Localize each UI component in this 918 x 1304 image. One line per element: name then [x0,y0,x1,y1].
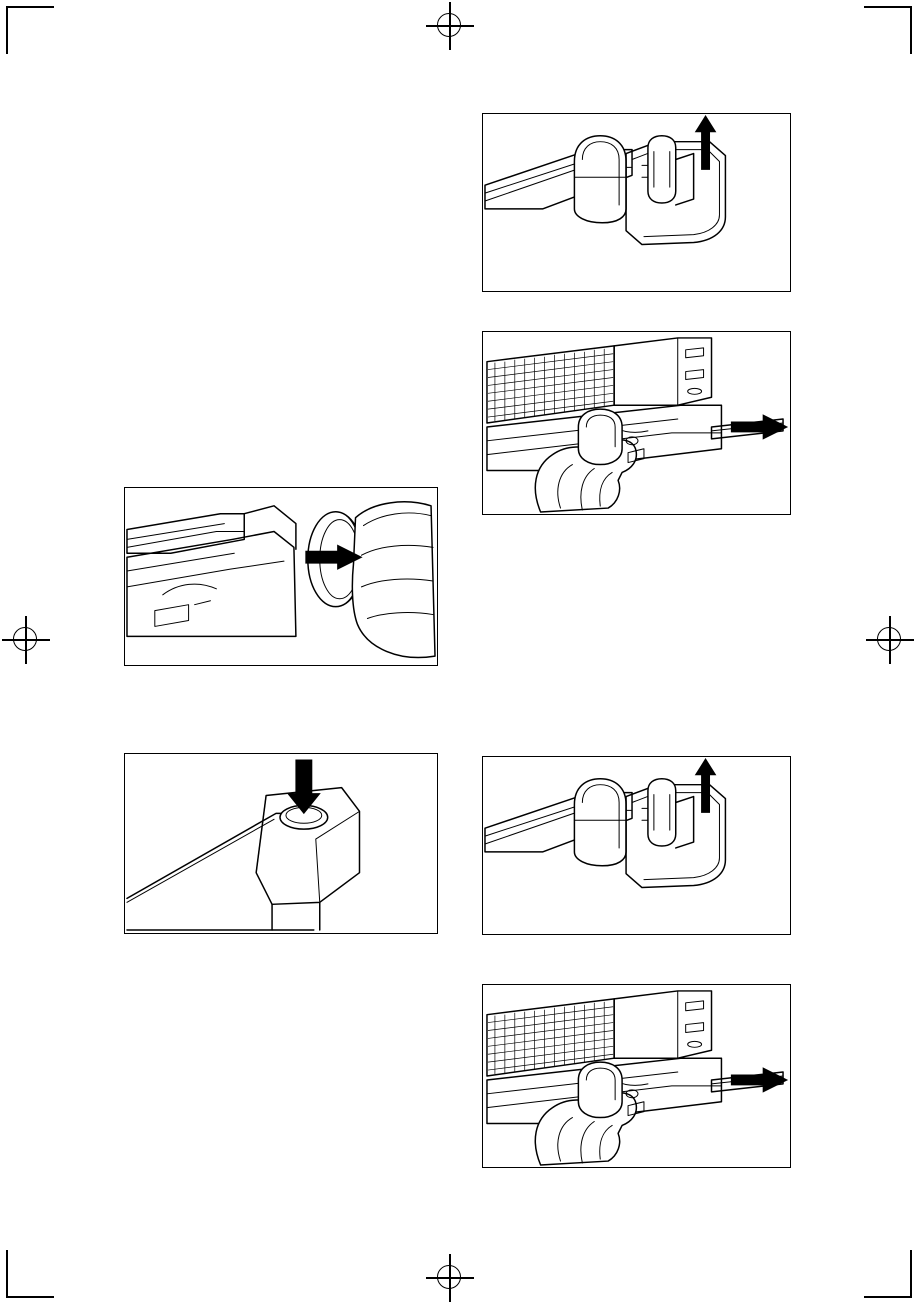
crop-mark-top-left [6,6,54,54]
illustration-press-side-knob [125,488,437,665]
figure-slide-magazine-rail [482,331,791,515]
registration-mark-top [426,2,474,50]
illustration-press-top-button [125,754,437,933]
illustration-raise-blade-lever-repeat [483,757,790,934]
figure-press-top-button [124,753,438,934]
registration-mark-left [2,616,50,664]
registration-mark-bottom [426,1254,474,1302]
figure-press-side-knob [124,487,438,666]
illustration-slide-magazine-rail-repeat [483,985,790,1167]
registration-mark-right [866,616,914,664]
figure-raise-blade-lever [482,113,791,292]
crop-mark-bottom-left [6,1250,54,1298]
figure-slide-magazine-rail-repeat [482,984,791,1168]
crop-mark-top-right [864,6,912,54]
figure-raise-blade-lever-repeat [482,756,791,935]
illustration-raise-blade-lever [483,114,790,291]
crop-mark-bottom-right [864,1250,912,1298]
illustration-slide-magazine-rail [483,332,790,514]
